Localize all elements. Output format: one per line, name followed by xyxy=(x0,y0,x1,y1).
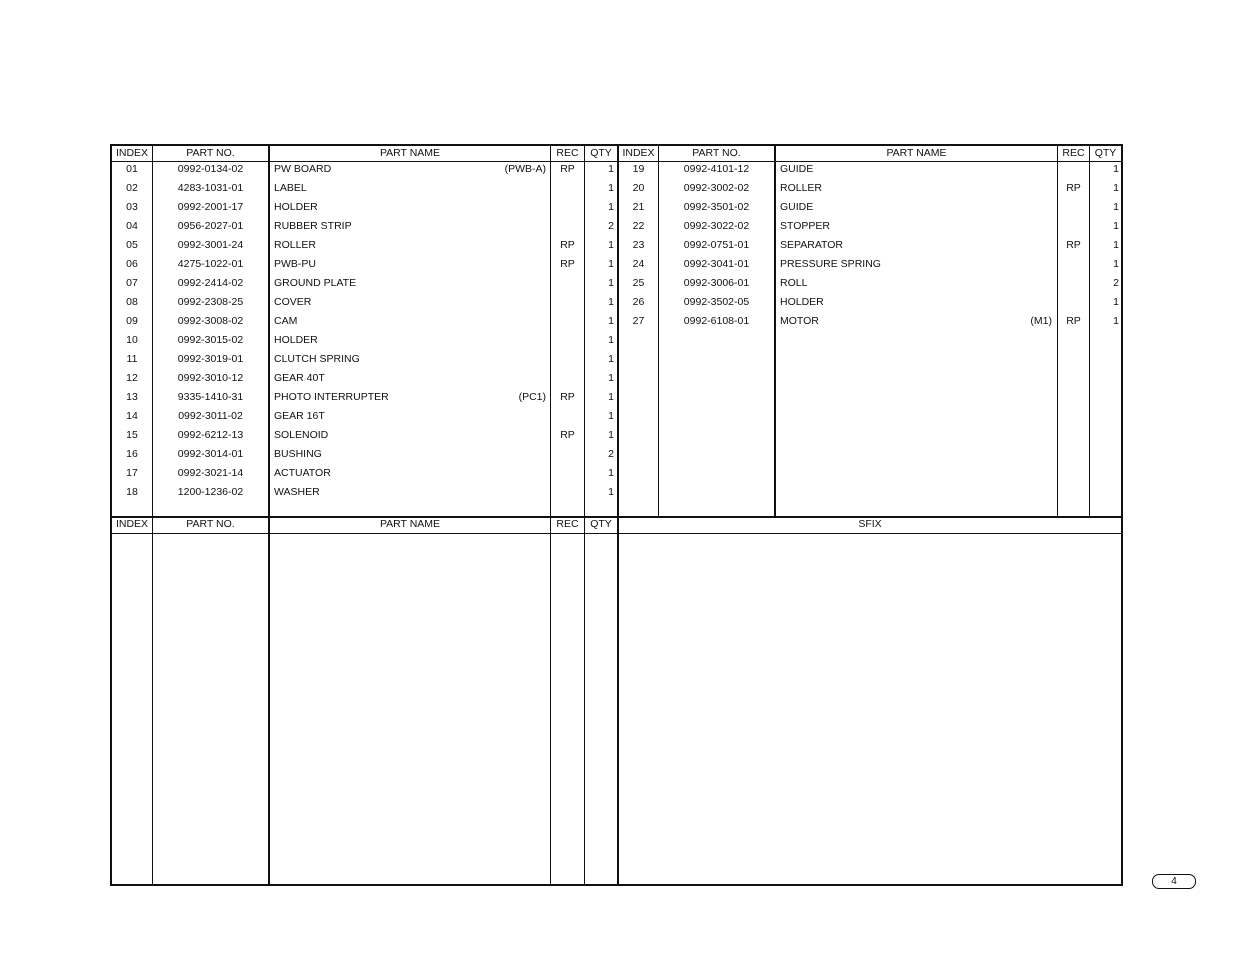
header-part-no: PART NO. xyxy=(186,147,235,159)
part-name-cell: PW BOARD xyxy=(274,163,332,175)
qty-cell: 1 xyxy=(608,163,614,175)
part-no-cell: 0992-3006-01 xyxy=(683,277,750,289)
part-no-cell: 0992-3041-01 xyxy=(683,258,750,270)
part-name-cell: RUBBER STRIP xyxy=(274,220,352,232)
index-cell: 10 xyxy=(126,334,138,346)
qty-cell: 1 xyxy=(608,353,614,365)
qty-cell: 1 xyxy=(1113,239,1119,251)
part-name-cell: GROUND PLATE xyxy=(274,277,357,289)
qty-cell: 1 xyxy=(608,391,614,403)
index-cell: 18 xyxy=(126,486,138,498)
part-no-cell: 4275-1022-01 xyxy=(177,258,244,270)
part-no-cell: 0992-3011-02 xyxy=(178,410,243,422)
table-row xyxy=(112,236,1121,255)
index-cell: 21 xyxy=(632,201,645,213)
part-no-cell: 1200-1236-02 xyxy=(177,486,244,498)
part-no-cell: 0956-2027-01 xyxy=(177,220,244,232)
part-ref-cell: (M1) xyxy=(1030,315,1052,327)
table-row xyxy=(112,445,1121,464)
qty-cell: 1 xyxy=(608,258,614,270)
table-row xyxy=(112,350,1121,369)
header-part-name: PART NAME xyxy=(886,147,947,159)
table-row xyxy=(112,369,1121,388)
index-cell: 03 xyxy=(126,201,138,213)
header-rec: REC xyxy=(556,518,579,530)
part-name-cell: HOLDER xyxy=(780,296,824,308)
rec-cell: RP xyxy=(1066,315,1081,327)
qty-cell: 2 xyxy=(1113,277,1119,289)
part-no-cell: 0992-3022-02 xyxy=(683,220,750,232)
index-cell: 02 xyxy=(126,182,138,194)
part-name-cell: PRESSURE SPRING xyxy=(780,258,881,270)
part-name-cell: ROLL xyxy=(780,277,808,289)
header-qty: QTY xyxy=(590,518,612,530)
qty-cell: 1 xyxy=(608,239,614,251)
rec-cell: RP xyxy=(560,429,575,441)
index-cell: 09 xyxy=(126,315,138,327)
table-row xyxy=(112,331,1121,350)
index-cell: 23 xyxy=(632,239,645,251)
rec-cell: RP xyxy=(1066,239,1081,251)
part-no-cell: 0992-3015-02 xyxy=(177,334,244,346)
part-name-cell: GUIDE xyxy=(780,163,814,175)
table-row xyxy=(112,464,1121,483)
table-row xyxy=(112,407,1121,426)
part-no-cell: 0992-2308-25 xyxy=(177,296,244,308)
header-part-name: PART NAME xyxy=(379,518,441,530)
table-row xyxy=(112,388,1121,407)
index-cell: 08 xyxy=(126,296,138,308)
table-row xyxy=(112,274,1121,293)
part-ref-cell: (PWB-A) xyxy=(504,163,546,175)
part-name-cell: PWB-PU xyxy=(274,258,316,270)
index-cell: 15 xyxy=(126,429,138,441)
header-qty: QTY xyxy=(1094,147,1117,159)
index-cell: 06 xyxy=(126,258,138,270)
part-name-cell: SOLENOID xyxy=(274,429,329,441)
index-cell: 04 xyxy=(126,220,138,232)
rec-cell: RP xyxy=(560,391,575,403)
table-row xyxy=(112,312,1121,331)
table-row xyxy=(112,179,1121,198)
part-name-cell: GUIDE xyxy=(780,201,814,213)
part-name-cell: ROLLER xyxy=(274,239,317,251)
part-no-cell: 0992-3010-12 xyxy=(177,372,244,384)
part-name-cell: SEPARATOR xyxy=(780,239,844,251)
part-ref-cell: (PC1) xyxy=(518,391,546,403)
part-name-cell: MOTOR xyxy=(780,315,819,327)
part-name-cell: ACTUATOR xyxy=(274,467,331,479)
table-row xyxy=(112,483,1121,502)
index-cell: 14 xyxy=(126,410,138,422)
part-name-cell: WASHER xyxy=(274,486,320,498)
index-cell: 24 xyxy=(632,258,645,270)
header-qty: QTY xyxy=(590,147,612,159)
qty-cell: 1 xyxy=(1113,315,1119,327)
index-cell: 22 xyxy=(632,220,645,232)
qty-cell: 1 xyxy=(1113,163,1119,175)
part-name-cell: PHOTO INTERRUPTER xyxy=(274,391,389,403)
qty-cell: 1 xyxy=(1113,220,1119,232)
header-index: INDEX xyxy=(115,518,149,530)
part-name-cell: ROLLER xyxy=(780,182,823,194)
part-name-cell: CAM xyxy=(274,315,298,327)
index-cell: 12 xyxy=(126,372,138,384)
part-name-cell: CLUTCH SPRING xyxy=(274,353,360,365)
rec-cell: RP xyxy=(560,239,575,251)
qty-cell: 1 xyxy=(608,372,614,384)
qty-cell: 1 xyxy=(608,201,614,213)
part-no-cell: 0992-0134-02 xyxy=(177,163,244,175)
part-no-cell: 0992-6212-13 xyxy=(177,429,244,441)
header-part-no: PART NO. xyxy=(692,147,741,159)
index-cell: 27 xyxy=(632,315,645,327)
qty-cell: 1 xyxy=(608,410,614,422)
part-name-cell: HOLDER xyxy=(274,201,318,213)
header-index: INDEX xyxy=(115,147,149,159)
part-name-cell: BUSHING xyxy=(274,448,322,460)
part-name-cell: LABEL xyxy=(274,182,307,194)
header-part-no: PART NO. xyxy=(186,518,235,530)
rec-cell: RP xyxy=(1066,182,1081,194)
qty-cell: 1 xyxy=(608,182,614,194)
part-no-cell: 0992-3008-02 xyxy=(177,315,244,327)
table-row xyxy=(112,160,1121,179)
qty-cell: 1 xyxy=(608,334,614,346)
header-sfix: SFIX xyxy=(858,518,882,530)
part-no-cell: 0992-4101-12 xyxy=(683,163,750,175)
rec-cell: RP xyxy=(560,163,575,175)
table-row xyxy=(112,198,1121,217)
part-no-cell: 4283-1031-01 xyxy=(177,182,244,194)
header-part-name: PART NAME xyxy=(379,147,441,159)
qty-cell: 1 xyxy=(608,486,614,498)
qty-cell: 1 xyxy=(608,315,614,327)
part-name-cell: GEAR 16T xyxy=(274,410,325,422)
index-cell: 17 xyxy=(126,467,138,479)
table-row xyxy=(112,293,1121,312)
part-no-cell: 0992-2414-02 xyxy=(177,277,244,289)
part-name-cell: COVER xyxy=(274,296,312,308)
header-rec: REC xyxy=(1062,147,1085,159)
part-no-cell: 0992-2001-17 xyxy=(177,201,244,213)
part-no-cell: 0992-3019-01 xyxy=(177,353,244,365)
qty-cell: 1 xyxy=(1113,182,1119,194)
part-no-cell: 0992-3002-02 xyxy=(683,182,750,194)
qty-cell: 1 xyxy=(608,277,614,289)
qty-cell: 1 xyxy=(608,429,614,441)
part-no-cell: 9335-1410-31 xyxy=(177,391,244,403)
qty-cell: 2 xyxy=(608,448,614,460)
part-no-cell: 0992-0751-01 xyxy=(683,239,750,251)
index-cell: 25 xyxy=(632,277,645,289)
index-cell: 20 xyxy=(632,182,645,194)
index-cell: 26 xyxy=(632,296,645,308)
index-cell: 05 xyxy=(126,239,138,251)
part-no-cell: 0992-3014-01 xyxy=(177,448,244,460)
table-row xyxy=(112,217,1121,236)
index-cell: 01 xyxy=(126,163,138,175)
rec-cell: RP xyxy=(560,258,575,270)
part-name-cell: STOPPER xyxy=(780,220,830,232)
qty-cell: 1 xyxy=(608,467,614,479)
qty-cell: 2 xyxy=(608,220,614,232)
page-number: 4 xyxy=(1152,874,1196,889)
part-no-cell: 0992-6108-01 xyxy=(683,315,750,327)
part-name-cell: HOLDER xyxy=(274,334,318,346)
part-no-cell: 0992-3001-24 xyxy=(177,239,244,251)
part-name-cell: GEAR 40T xyxy=(274,372,325,384)
part-no-cell: 0992-3502-05 xyxy=(683,296,750,308)
index-cell: 13 xyxy=(126,391,138,403)
parts-list-sheet xyxy=(110,144,1123,886)
index-cell: 11 xyxy=(126,353,138,365)
part-no-cell: 0992-3021-14 xyxy=(177,467,244,479)
index-cell: 19 xyxy=(632,163,645,175)
part-no-cell: 0992-3501-02 xyxy=(683,201,750,213)
index-cell: 16 xyxy=(126,448,138,460)
qty-cell: 1 xyxy=(1113,296,1119,308)
qty-cell: 1 xyxy=(1113,258,1119,270)
table-row xyxy=(112,255,1121,274)
header-rec: REC xyxy=(556,147,579,159)
index-cell: 07 xyxy=(126,277,138,289)
table-row xyxy=(112,426,1121,445)
qty-cell: 1 xyxy=(1113,201,1119,213)
header-index: INDEX xyxy=(622,147,655,159)
qty-cell: 1 xyxy=(608,296,614,308)
